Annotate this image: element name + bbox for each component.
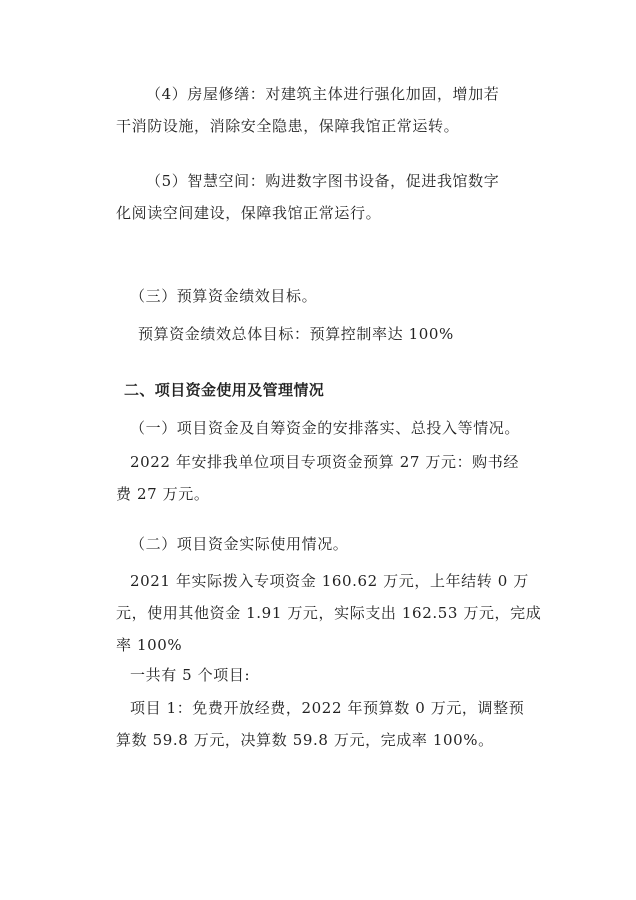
paragraph-budget-target-heading: [116, 280, 542, 312]
paragraph-actual-use: [116, 565, 542, 661]
text-line: 算数 59.8 万元，决算数 59.8 万元，完成率 100%。: [116, 731, 494, 749]
text-line: 预算资金绩效总体目标：预算控制率达 100%: [138, 325, 454, 343]
paragraph-project-1: [116, 692, 542, 756]
section-heading: [116, 374, 542, 406]
paragraph-funding-arrangement: [116, 412, 542, 444]
paragraph-actual-use-heading: [116, 528, 542, 560]
text-line: （一）项目资金及自筹资金的安排落实、总投入等情况。: [130, 419, 521, 437]
text-line: （二）项目资金实际使用情况。: [130, 535, 349, 553]
text-line: （5）智慧空间：购进数字图书设备，促进我馆数字: [146, 172, 500, 190]
text-line: （三）预算资金绩效目标。: [130, 287, 318, 305]
text-line: 干消防设施，消除安全隐患，保障我馆正常运转。: [116, 117, 460, 135]
text-line: 元，使用其他资金 1.91 万元，实际支出 162.53 万元，完成: [116, 604, 542, 622]
paragraph-budget-target: [116, 318, 542, 350]
text-line: 率 100%: [116, 636, 183, 654]
text-line: 化阅读空间建设，保障我馆正常运行。: [116, 204, 382, 222]
text-line: 项目 1：免费开放经费，2022 年预算数 0 万元，调整预: [130, 699, 525, 717]
text-line: 一共有 5 个项目:: [130, 666, 251, 684]
text-line: 2022 年安排我单位项目专项资金预算 27 万元：购书经: [130, 453, 519, 471]
paragraph-house-repair: [116, 78, 542, 142]
text-line: （4）房屋修缮：对建筑主体进行强化加固，增加若: [146, 85, 500, 103]
paragraph-smart-space: [116, 165, 542, 229]
section-title: 二、项目资金使用及管理情况: [124, 381, 325, 399]
paragraph-project-count: [116, 659, 542, 691]
text-line: 费 27 万元。: [116, 485, 210, 503]
paragraph-funding-2022: [116, 446, 542, 510]
text-line: 2021 年实际拨入专项资金 160.62 万元，上年结转 0 万: [130, 572, 529, 590]
